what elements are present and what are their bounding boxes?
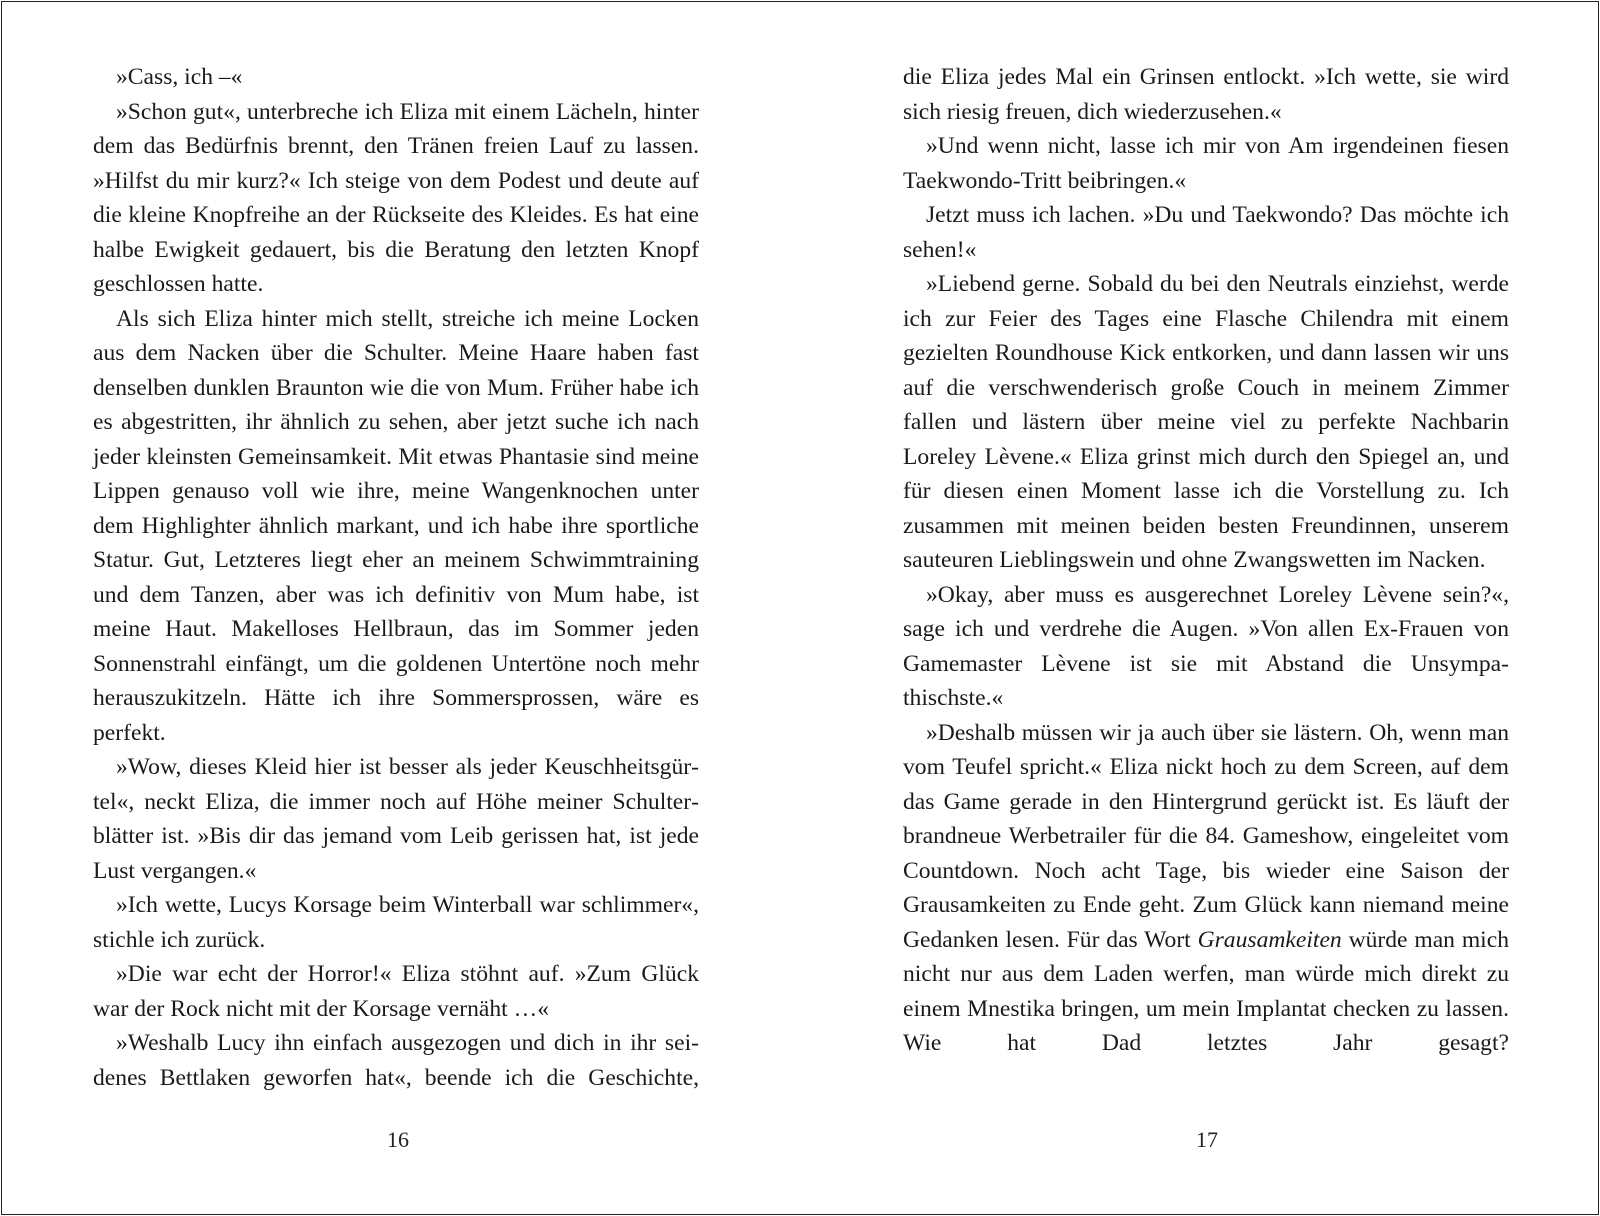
italic-word: Grausamkeiten [1197, 926, 1342, 953]
paragraph: »Liebend gerne. Sobald du bei den Neutrals einziehst, werde ich zur Feier des Tages eine Flasche Chilendra mit einem gezielten Roundhouse Kick entkorken, und dann lassen wir uns auf die verschwenderisch große Couch in meinem Zimmer fallen und lästern über meine viel zu perfekte Nachbarin Loreley Lèvene.« Eliza grinst mich durch den Spiegel an, und für diesen einen Moment lasse ich die Vorstellung zu. Ich zusammen mit meinen beiden besten Freundinnen, unserem sauteuren Lieblingswein und ohne Zwangswetten im Nacken. [903, 271, 1509, 573]
paragraph: »Und wenn nicht, lasse ich mir von Am irgendeinen fiesen Taekwondo-Tritt beibringen.« [903, 133, 1509, 194]
page-number-right: 17 [1196, 1127, 1218, 1152]
paragraph: Als sich Eliza hinter mich stellt, streiche ich meine Locken aus dem Nacken über die Schulter. Meine Haare haben fast denselben dunklen Braunton wie die von Mum. Früher habe ich es abgestritten, ihr ähnlich zu sehen, aber jetzt suche ich nach jeder kleinsten Gemeinsamkeit. Mit etwas Phantasie sind meine Lippen genauso voll wie ihre, meine Wangenknochen unter dem Highlighter ähnlich markant, und ich habe ihre sportliche Statur. Gut, Letzteres liegt eher an meinem Schwimmtraining und dem Tanzen, aber was ich definitiv von Mum habe, ist meine Haut. Makelloses Hellbraun, das im Sommer jeden Sonnenstrahl einfängt, um die goldenen Untertöne noch mehr herauszukitzeln. Hätte ich ihre Sommersprossen, wäre es perfekt. [93, 305, 699, 746]
paragraph: Jetzt muss ich lachen. »Du und Taekwondo? Das möchte ich sehen!« [903, 202, 1509, 263]
page-number-left: 16 [387, 1127, 409, 1152]
paragraph: »Wow, dieses Kleid hier ist besser als jeder Keuschheitsgürtel«, neckt Eliza, die immer noch auf Höhe meiner Schulterblätter ist. »Bis dir das jemand vom Leib gerissen hat, ist jede Lust vergangen.« [93, 754, 699, 884]
paragraph: die Eliza jedes Mal ein Grinsen entlockt. »Ich wette, sie wird sich riesig freuen, dich wiederzusehen.« [903, 64, 1509, 125]
paragraph: »Weshalb Lucy ihn einfach ausgezogen und dich in ihr seidenes Bettlaken geworfen hat«, beende ich die Geschichte, [93, 1030, 699, 1091]
paragraph: »Okay, aber muss es ausgerechnet Loreley Lèvene sein?«, sage ich und verdrehe die Augen. »Von allen Ex-Frauen von Gamemaster Lèvene ist sie mit Abstand die Unsympathischste.« [903, 581, 1509, 711]
paragraph: »Schon gut«, unterbreche ich Eliza mit einem Lächeln, hinter dem das Bedürfnis brennt, den Tränen freien Lauf zu lassen. »Hilfst du mir kurz?« Ich steige von dem Podest und deute auf die kleine Knopfreihe an der Rückseite des Kleides. Es hat eine halbe Ewigkeit gedauert, bis die Beratung den letzten Knopf geschlossen hatte. [93, 98, 699, 297]
paragraph-text: würde man mich nicht nur aus dem Laden werfen, man würde mich direkt zu einem Mnestika bringen, um mein Implantat checken zu lassen. Wie hat Dad letztes Jahr gesagt? [903, 926, 1509, 1056]
paragraph [903, 716, 1509, 1061]
paragraph-text: »Deshalb müssen wir ja auch über sie lästern. Oh, wenn man vom Teufel spricht.« Eliza nickt hoch zu dem Screen, auf dem das Game gerade in den Hintergrund gerückt ist. Es läuft der brandneue Werbetrailer für die 84. Gameshow, eingeleitet vom Countdown. Noch acht Tage, bis wieder eine Saison der Grausamkeiten zu Ende geht. Zum Glück kann niemand meine Gedanken lesen. Für das Wort [903, 719, 1509, 953]
book-spread [1, 1, 1599, 1215]
paragraph: »Cass, ich –« [116, 64, 243, 90]
paragraph: »Die war echt der Horror!« Eliza stöhnt auf. »Zum Glück war der Rock nicht mit der Korsage vernäht …« [93, 961, 699, 1022]
left-page-text [93, 60, 699, 1095]
right-page-text [903, 60, 1509, 1061]
paragraph: »Ich wette, Lucys Korsage beim Winterball war schlimmer«, stichle ich zurück. [93, 892, 699, 953]
